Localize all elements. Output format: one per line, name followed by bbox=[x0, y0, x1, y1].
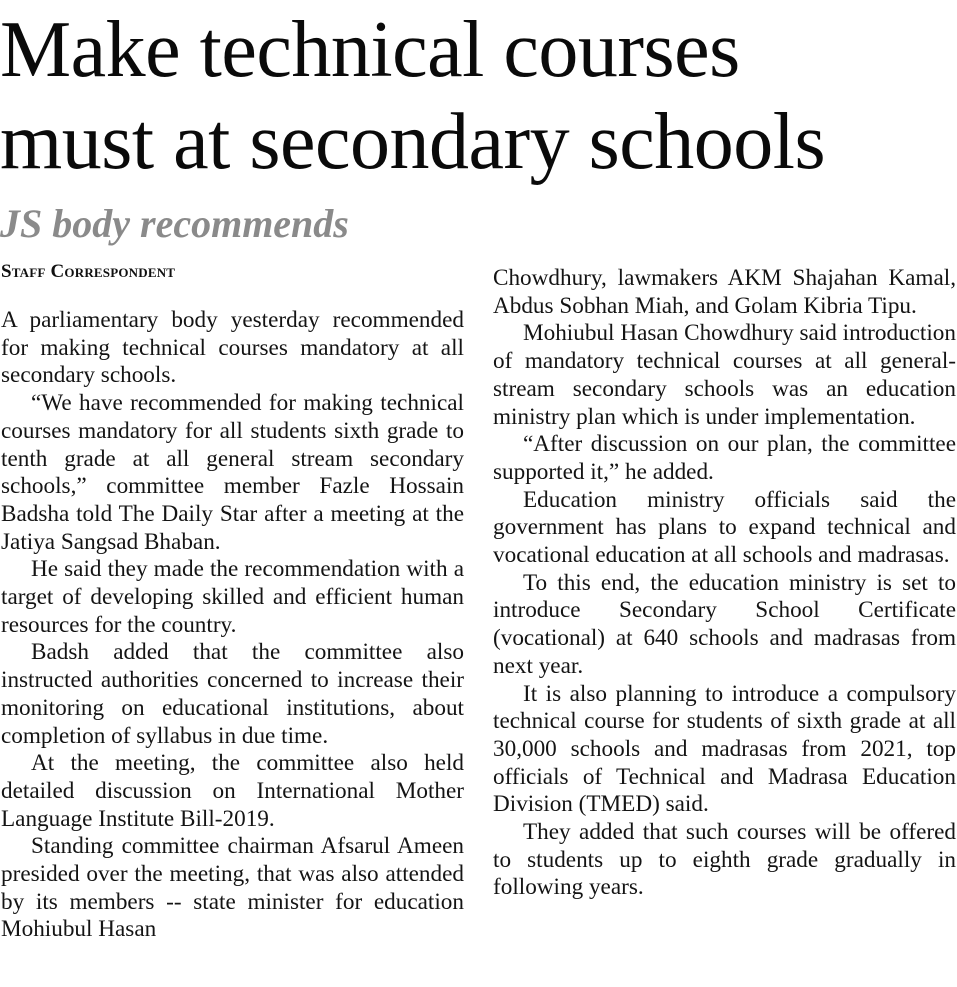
article-column-right bbox=[493, 265, 956, 902]
paragraph: “After discussion on our plan, the committee supported it,” he added. bbox=[493, 431, 956, 485]
headline bbox=[0, 4, 957, 188]
headline-line-1: Make technical courses bbox=[0, 6, 740, 94]
paragraph: He said they made the recommendation with a target of developing skilled and efficient human resources for the country. bbox=[1, 556, 464, 638]
paragraph: They added that such courses will be offered to students up to eighth grade gradually in following years. bbox=[493, 819, 956, 901]
paragraph: It is also planning to introduce a compulsory technical course for students of sixth grade at all 30,000 schools and madrasas from 2021, top officials of Technical and Madrasa Education Division (TMED) said. bbox=[493, 680, 956, 818]
paragraph: Mohiubul Hasan Chowdhury said introduction of mandatory technical courses at all general-stream secondary schools was an education ministry plan which is under implementation. bbox=[493, 320, 956, 430]
paragraph: “We have recommended for making technical courses mandatory for all students sixth grade to tenth grade at all general stream secondary schools,” committee member Fazle Hossain Badsha told The Daily Star after a meeting at the Jatiya Sangsad Bhaban. bbox=[1, 390, 464, 555]
paragraph: Badsh added that the committee also instructed authorities concerned to increase their monitoring on educational institutions, about completion of syllabus in due time. bbox=[1, 639, 464, 749]
headline-line-2: must at secondary schools bbox=[0, 98, 826, 186]
paragraph: To this end, the education ministry is set to introduce Secondary School Certificate (vocational) at 640 schools and madrasas from next year. bbox=[493, 569, 956, 679]
article-column-left bbox=[1, 307, 464, 944]
paragraph: A parliamentary body yesterday recommended for making technical courses mandatory at all secondary schools. bbox=[1, 307, 464, 389]
paragraph: At the meeting, the committee also held detailed discussion on International Mother Language Institute Bill-2019. bbox=[1, 750, 464, 832]
paragraph: Education ministry officials said the government has plans to expand technical and vocational education at all schools and madrasas. bbox=[493, 486, 956, 569]
paragraph: Chowdhury, lawmakers AKM Shajahan Kamal, Abdus Sobhan Miah, and Golam Kibria Tipu. bbox=[493, 265, 956, 319]
subheadline: JS body recommends bbox=[0, 201, 349, 246]
byline: Staff Correspondent bbox=[1, 261, 176, 282]
paragraph: Standing committee chairman Afsarul Ameen presided over the meeting, that was also attended by its members -- state minister for education Mohiubul Hasan bbox=[1, 833, 464, 943]
